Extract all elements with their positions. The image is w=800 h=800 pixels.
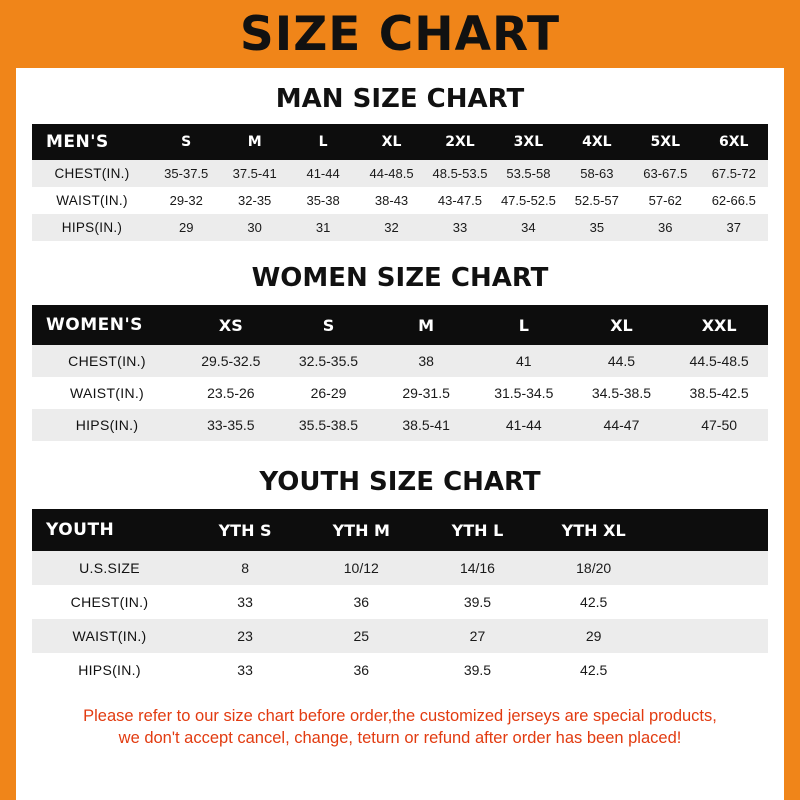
- cell: 32-35: [220, 187, 288, 214]
- row-label: CHEST(IN.): [32, 160, 152, 187]
- cell: [652, 551, 768, 585]
- cell: 33: [426, 214, 494, 241]
- men-header-5xl: 5XL: [631, 124, 699, 160]
- table-row: [32, 409, 768, 441]
- cell: 47-50: [670, 409, 768, 441]
- table-row: [32, 377, 768, 409]
- cell: 8: [187, 551, 303, 585]
- row-label: WAIST(IN.): [32, 619, 187, 653]
- cell: 31.5-34.5: [475, 377, 573, 409]
- table-row: [32, 187, 768, 214]
- cell: 44-47: [573, 409, 671, 441]
- women-header-xs: XS: [182, 305, 280, 345]
- men-header-3xl: 3XL: [494, 124, 562, 160]
- women-header-l: L: [475, 305, 573, 345]
- page-content: [16, 68, 784, 800]
- cell: 32: [357, 214, 425, 241]
- cell: 52.5-57: [563, 187, 631, 214]
- cell: 39.5: [419, 585, 535, 619]
- cell: 37.5-41: [220, 160, 288, 187]
- cell: 30: [220, 214, 288, 241]
- table-row: [32, 585, 768, 619]
- row-label: HIPS(IN.): [32, 653, 187, 687]
- cell: 48.5-53.5: [426, 160, 494, 187]
- cell: 35-38: [289, 187, 357, 214]
- cell: 34: [494, 214, 562, 241]
- table-header-row: [32, 305, 768, 345]
- row-label: U.S.SIZE: [32, 551, 187, 585]
- cell: 35-37.5: [152, 160, 220, 187]
- cell: 38.5-41: [377, 409, 475, 441]
- cell: [652, 619, 768, 653]
- row-label: HIPS(IN.): [32, 214, 152, 241]
- cell: 62-66.5: [700, 187, 769, 214]
- cell: [652, 653, 768, 687]
- row-label: CHEST(IN.): [32, 585, 187, 619]
- cell: 57-62: [631, 187, 699, 214]
- table-row: [32, 345, 768, 377]
- cell: [652, 585, 768, 619]
- cell: 23: [187, 619, 303, 653]
- cell: 37: [700, 214, 769, 241]
- cell: 33: [187, 585, 303, 619]
- men-header-xl: XL: [357, 124, 425, 160]
- cell: 41: [475, 345, 573, 377]
- women-table-body: [32, 345, 768, 441]
- cell: 36: [303, 585, 419, 619]
- women-header-label: WOMEN'S: [32, 305, 182, 345]
- cell: 53.5-58: [494, 160, 562, 187]
- table-row: [32, 653, 768, 687]
- cell: 35: [563, 214, 631, 241]
- cell: 41-44: [289, 160, 357, 187]
- youth-header-blank: [652, 509, 768, 551]
- cell: 43-47.5: [426, 187, 494, 214]
- row-label: WAIST(IN.): [32, 377, 182, 409]
- order-notice-line-1: Please refer to our size chart before order,the customized jerseys are special products,: [83, 707, 717, 725]
- youth-table-header: [32, 509, 768, 551]
- youth-header-yth-s: YTH S: [187, 509, 303, 551]
- cell: 29-31.5: [377, 377, 475, 409]
- cell: 36: [303, 653, 419, 687]
- men-header-label: MEN'S: [32, 124, 152, 160]
- row-label: HIPS(IN.): [32, 409, 182, 441]
- men-header-6xl: 6XL: [700, 124, 769, 160]
- cell: 29-32: [152, 187, 220, 214]
- cell: 42.5: [536, 653, 652, 687]
- cell: 23.5-26: [182, 377, 280, 409]
- cell: 58-63: [563, 160, 631, 187]
- cell: 34.5-38.5: [573, 377, 671, 409]
- cell: 44.5: [573, 345, 671, 377]
- cell: 29: [152, 214, 220, 241]
- cell: 38: [377, 345, 475, 377]
- women-table-header: [32, 305, 768, 345]
- cell: 32.5-35.5: [280, 345, 378, 377]
- cell: 44-48.5: [357, 160, 425, 187]
- cell: 44.5-48.5: [670, 345, 768, 377]
- women-header-s: S: [280, 305, 378, 345]
- cell: 33: [187, 653, 303, 687]
- women-header-xl: XL: [573, 305, 671, 345]
- cell: 38.5-42.5: [670, 377, 768, 409]
- cell: 27: [419, 619, 535, 653]
- table-row: [32, 551, 768, 585]
- women-section-title: WOMEN SIZE CHART: [251, 263, 549, 293]
- youth-section-title: YOUTH SIZE CHART: [259, 467, 541, 497]
- page-banner: [0, 0, 800, 68]
- men-size-table: [32, 124, 768, 241]
- men-table-body: [32, 160, 768, 241]
- cell: 14/16: [419, 551, 535, 585]
- cell: 31: [289, 214, 357, 241]
- youth-size-table: [32, 509, 768, 687]
- men-section-title: MAN SIZE CHART: [275, 84, 525, 114]
- men-header-2xl: 2XL: [426, 124, 494, 160]
- youth-header-yth-l: YTH L: [419, 509, 535, 551]
- cell: 29: [536, 619, 652, 653]
- row-label: CHEST(IN.): [32, 345, 182, 377]
- order-notice: [38, 705, 762, 750]
- cell: 18/20: [536, 551, 652, 585]
- men-header-4xl: 4XL: [563, 124, 631, 160]
- youth-header-label: YOUTH: [32, 509, 187, 551]
- men-header-m: M: [220, 124, 288, 160]
- table-row: [32, 214, 768, 241]
- cell: 36: [631, 214, 699, 241]
- cell: 67.5-72: [700, 160, 769, 187]
- row-label: WAIST(IN.): [32, 187, 152, 214]
- order-notice-line-2: we don't accept cancel, change, teturn or refund after order has been placed!: [118, 729, 682, 748]
- cell: 38-43: [357, 187, 425, 214]
- table-row: [32, 160, 768, 187]
- men-header-s: S: [152, 124, 220, 160]
- cell: 25: [303, 619, 419, 653]
- cell: 63-67.5: [631, 160, 699, 187]
- women-header-xxl: XXL: [670, 305, 768, 345]
- cell: 10/12: [303, 551, 419, 585]
- cell: 47.5-52.5: [494, 187, 562, 214]
- men-table-header: [32, 124, 768, 160]
- cell: 39.5: [419, 653, 535, 687]
- page-title: SIZE CHART: [239, 6, 561, 62]
- table-header-row: [32, 509, 768, 551]
- table-row: [32, 619, 768, 653]
- cell: 29.5-32.5: [182, 345, 280, 377]
- cell: 33-35.5: [182, 409, 280, 441]
- youth-header-yth-xl: YTH XL: [536, 509, 652, 551]
- bottom-spacer: [32, 750, 768, 800]
- cell: 41-44: [475, 409, 573, 441]
- cell: 26-29: [280, 377, 378, 409]
- table-header-row: [32, 124, 768, 160]
- youth-header-yth-m: YTH M: [303, 509, 419, 551]
- men-header-l: L: [289, 124, 357, 160]
- cell: 35.5-38.5: [280, 409, 378, 441]
- women-size-table: [32, 305, 768, 441]
- youth-table-body: [32, 551, 768, 687]
- cell: 42.5: [536, 585, 652, 619]
- women-header-m: M: [377, 305, 475, 345]
